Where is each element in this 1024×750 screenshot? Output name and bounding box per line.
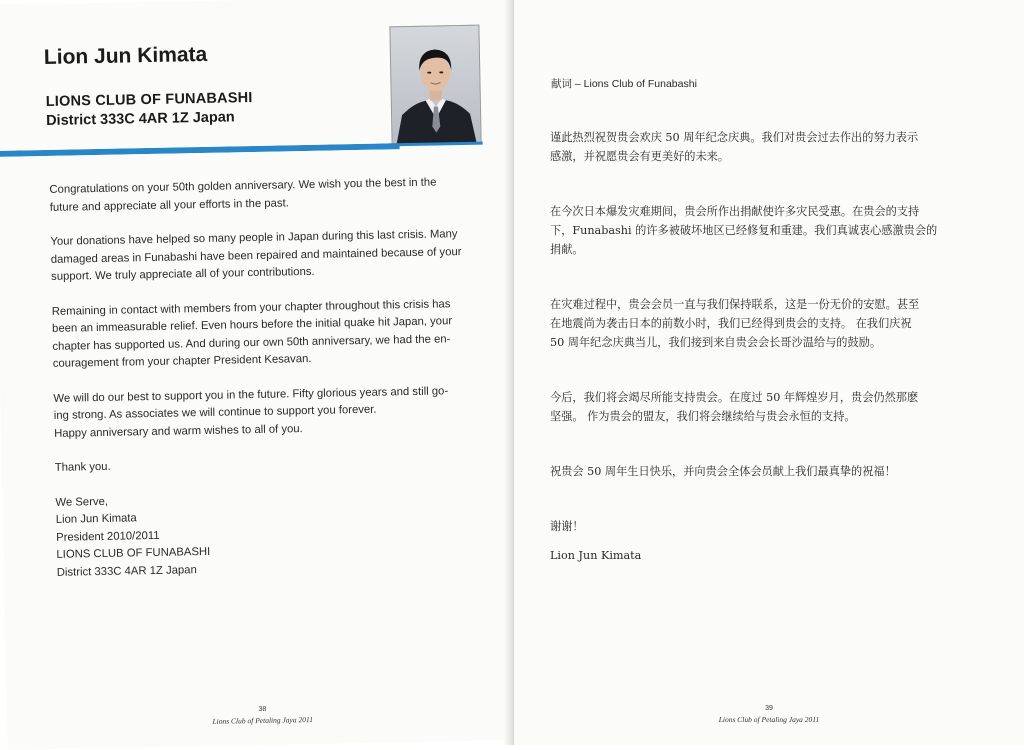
text-line: 谢谢！: [550, 520, 584, 533]
paragraph: [49, 174, 485, 217]
text-line: 50 周年纪念庆典当儿，我们接到来自贵会会长哥沙温给与的鼓励。: [550, 336, 882, 349]
paragraph: [550, 295, 980, 352]
footer-caption: Lions Club of Petaling Jaya 2011: [718, 715, 820, 724]
letter-body-english: [49, 174, 492, 599]
text-line: support. We truly appreciate all of your contributions.: [51, 265, 315, 283]
signature-name: [550, 546, 980, 565]
footer-caption: Lions Club of Petaling Jaya 2011: [212, 714, 313, 726]
text-line: District 333C 4AR 1Z Japan: [56, 563, 197, 579]
text-line: President 2010/2011: [56, 529, 160, 544]
accent-divider-tail: [388, 142, 483, 147]
text-line: Thank you.: [54, 460, 111, 474]
page-title: Lion Jun Kimata: [43, 42, 208, 70]
text-line: 在今次日本爆发灾难期间，贵会所作出捐献使许多灾民受惠。在贵会的支持: [550, 205, 920, 218]
page-number: 39: [765, 705, 773, 712]
text-line: 在灾难过程中，贵会会员一直与我们保持联系，这是一份无价的安慰。甚至: [550, 298, 920, 311]
text-line: ing strong. As associates we will continue to support you forever.: [53, 403, 377, 422]
text-line: We will do our best to support you in the future. Fifty glorious years and still go-: [53, 384, 449, 405]
portrait-icon: [390, 26, 480, 145]
page-footer: [6, 701, 518, 730]
text-line: Lion Jun Kimata: [550, 549, 642, 562]
accent-divider: [0, 143, 400, 157]
paragraph: [550, 202, 980, 259]
paragraph: [55, 452, 490, 478]
paragraph: [52, 295, 488, 373]
dedication-heading: 献词 – Lions Club of Funabashi: [551, 78, 697, 90]
club-name: LIONS CLUB OF FUNABASHI: [45, 90, 253, 110]
text-line: 今后，我们将会竭尽所能支持贵会。在度过 50 年辉煌岁月，贵会仍然那麽: [550, 391, 919, 404]
text-line: Happy anniversary and warm wishes to all of you.: [54, 422, 303, 440]
paragraph: [550, 517, 980, 536]
text-line: Lion Jun Kimata: [55, 512, 137, 526]
text-line: 祝贵会 50 周年生日快乐，并向贵会全体会员献上我们最真挚的祝福！: [550, 465, 896, 478]
text-line: LIONS CLUB OF FUNABASHI: [56, 545, 211, 561]
text-line: We Serve,: [55, 495, 109, 509]
text-line: 坚强。 作为贵会的盟友，我们将会继续给与贵会永恒的支持。: [550, 410, 856, 423]
signature-block: [55, 486, 492, 582]
text-line: 下，Funabashi 的许多被破坏地区已经修复和重建。我们真诚衷心感激贵会的: [550, 224, 938, 237]
portrait-photo: [389, 25, 481, 146]
text-line: chapter has supported us. And during our own 50th anniversary, we had the en-: [52, 332, 451, 353]
district-label: District 333C 4AR 1Z Japan: [45, 109, 235, 129]
text-line: 捐献。: [550, 243, 584, 256]
paragraph: [50, 226, 486, 287]
text-line: 在地震尚为袭击日本的前数小时，我们已经得到贵会的支持。 在我们庆祝: [550, 317, 912, 330]
text-line: damaged areas in Funabashi have been repaired and maintained because of your: [50, 245, 462, 266]
text-line: couragement from your chapter President Kesavan.: [52, 352, 312, 370]
paragraph: [53, 382, 489, 443]
right-page: [514, 0, 1024, 745]
paragraph: [550, 128, 980, 166]
page-footer: [514, 705, 1024, 724]
text-line: 谨此热烈祝贺贵会欢庆 50 周年纪念庆典。我们对贵会过去作出的努力表示: [550, 131, 919, 144]
paragraph: [550, 462, 980, 481]
text-line: Congratulations on your 50th golden anniversary. We wish you the best in the: [49, 176, 437, 196]
text-line: Remaining in contact with members from your chapter throughout this crisis has: [51, 297, 451, 318]
text-line: 感激，并祝愿贵会有更美好的未来。: [550, 150, 730, 163]
paragraph: [550, 388, 980, 426]
text-line: Your donations have helped so many people in Japan during this last crisis. Many: [50, 228, 458, 248]
text-line: been an immeasurable relief. Even hours before the initial quake hit Japan, your: [52, 315, 453, 335]
text-line: future and appreciate all your efforts in the past.: [49, 196, 289, 214]
page-number: 38: [258, 705, 267, 714]
